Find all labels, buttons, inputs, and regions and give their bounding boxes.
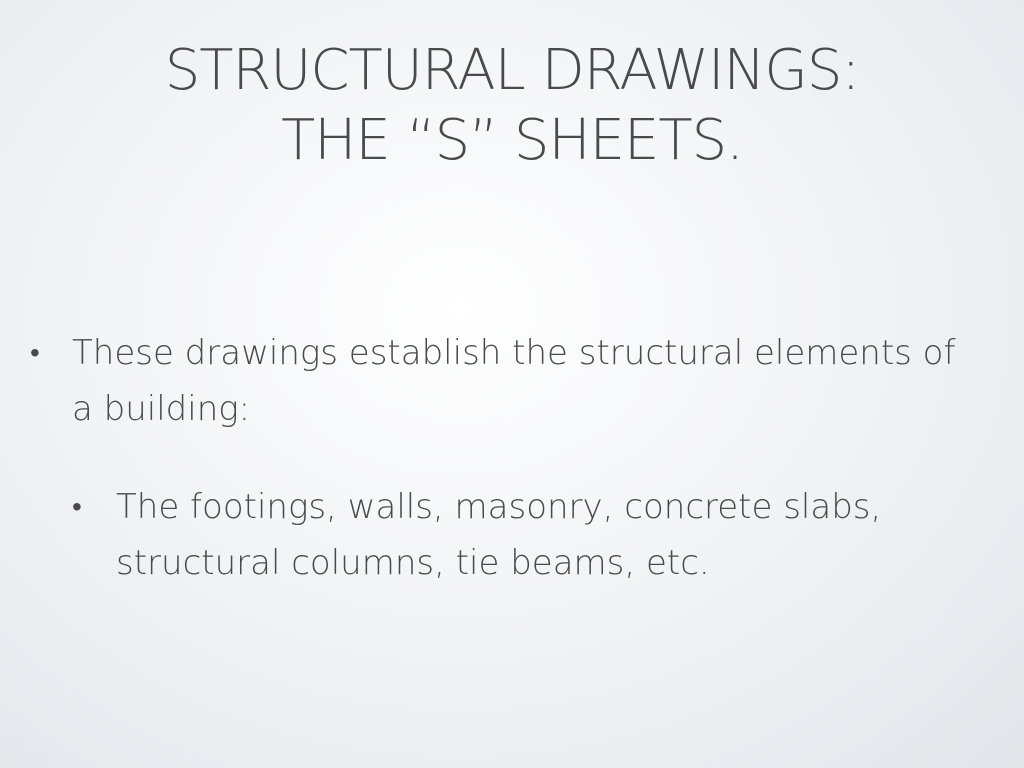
bullet-text: The footings, walls, masonry, concrete slabs, structural columns, tie beams, etc. <box>116 487 882 583</box>
bullet-item <box>22 325 982 437</box>
bullet-list <box>22 325 982 591</box>
bullet-marker: • <box>72 490 82 523</box>
title-line-1: STRUCTURAL DRAWINGS: <box>164 38 860 103</box>
bullet-text: These drawings establish the structural elements of a building: <box>72 333 956 429</box>
slide-title <box>40 36 984 176</box>
sub-bullet-item <box>22 479 946 591</box>
title-line-2: THE “S” SHEETS. <box>281 108 743 173</box>
bullet-marker: • <box>30 336 40 369</box>
